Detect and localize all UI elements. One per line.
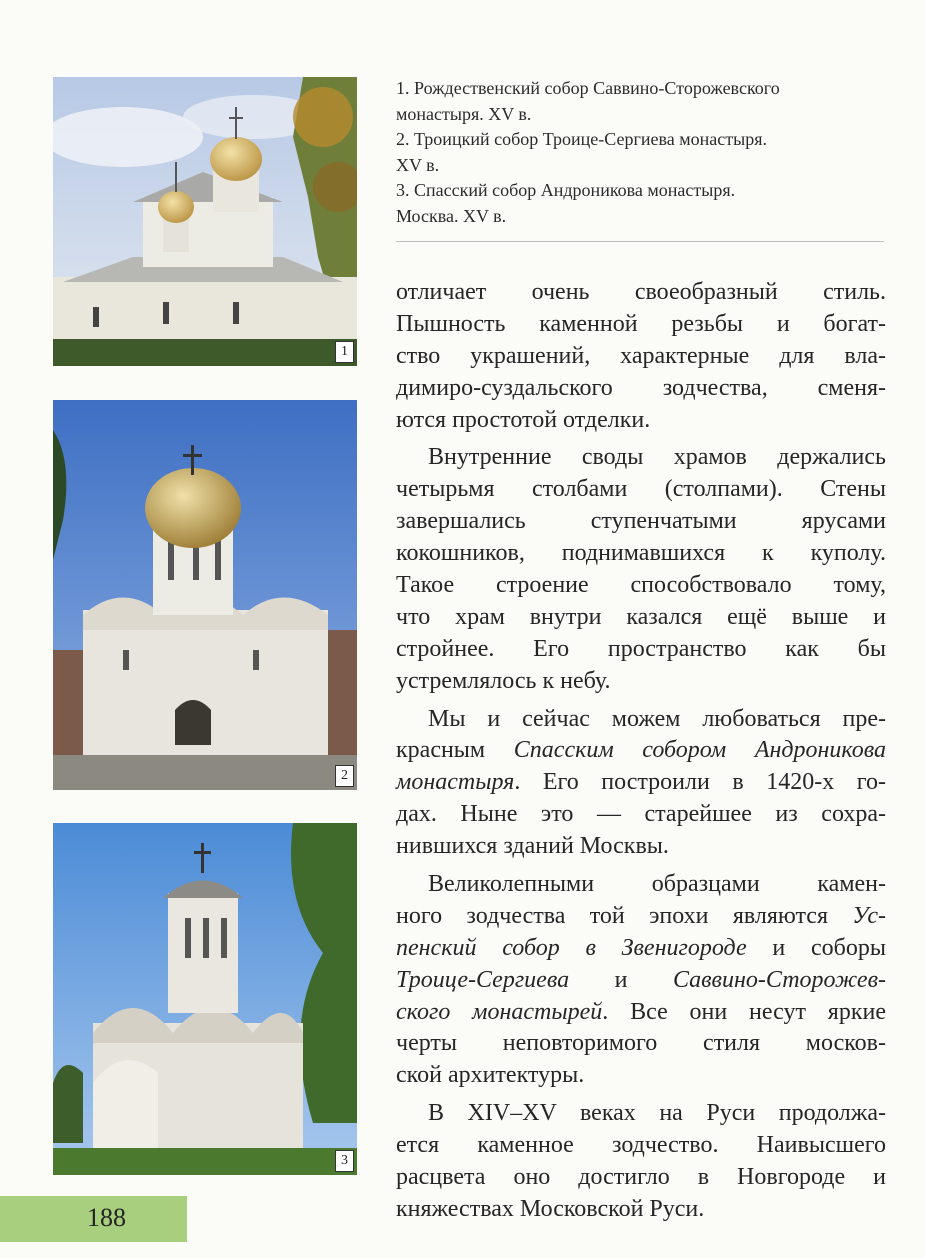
page-number: 188 (87, 1203, 126, 1232)
text-line: княжествах Московской Руси. (396, 1195, 705, 1222)
text-line (396, 997, 886, 1029)
photo-cathedral-1 (53, 77, 357, 366)
photo-captions (396, 76, 896, 229)
italic-term: Спасским собором Андроникова (513, 737, 887, 764)
text-line: Пышность каменной резьбы и богат- (396, 310, 886, 337)
caption-3-line-2: Москва. XV в. (396, 205, 507, 226)
text-line: ются простотой отделки. (396, 406, 651, 433)
text-line: устремлялось к небу. (396, 667, 611, 694)
paragraph-3 (396, 704, 886, 863)
text-run: красным (396, 737, 514, 764)
main-text (396, 277, 886, 1226)
italic-term: пенский собор в Звенигороде (396, 934, 747, 961)
paragraph-5 (396, 1098, 886, 1226)
paragraph-1 (396, 277, 886, 436)
caption-1-line-1: 1. Рождественский собор Саввино-Сторожевского (396, 78, 780, 98)
text-run: и соборы (746, 934, 886, 961)
text-run: . Его построили в 1420-х го- (514, 769, 886, 796)
caption-3-line-1: 3. Спасский собор Андроникова монастыря. (396, 180, 736, 200)
text-line: стройнее. Его пространство как бы (396, 635, 886, 662)
photo-cathedral-2 (53, 400, 357, 790)
paragraph-2 (396, 442, 886, 697)
text-line (396, 965, 886, 997)
text-line: четырьмя столбами (столпами). Стены (396, 476, 886, 503)
text-line: нившихся зданий Москвы. (396, 833, 669, 860)
photo-badge: 2 (335, 765, 354, 787)
paragraph-4 (396, 869, 886, 1092)
italic-term: монастыря (396, 769, 515, 796)
caption-divider (396, 241, 884, 242)
text-run: и (569, 966, 673, 993)
text-line: черты неповторимого стиля москов- (396, 1030, 886, 1057)
text-run: ного зодчества той эпохи являются (396, 902, 853, 929)
italic-term: ского монастырей (396, 998, 603, 1025)
text-line: Великолепными образцами камен- (428, 871, 886, 898)
text-line: ство украшений, характерные для вла- (396, 342, 886, 369)
italic-term: Троице-Сергиева (396, 966, 570, 993)
italic-term: Ус- (852, 902, 886, 929)
text-line: кокошников, поднимавшихся к куполу. (396, 540, 886, 567)
text-line: димиро-суздальского зодчества, сменя- (396, 374, 886, 401)
text-run: . Все они несут яркие (602, 998, 886, 1025)
text-line (396, 735, 886, 767)
text-line (396, 933, 886, 965)
caption-2-line-1: 2. Троицкий собор Троице-Сергиева монастыря. (396, 129, 768, 149)
text-line: ской архитектуры. (396, 1062, 585, 1089)
text-line: В XIV–XV веках на Руси продолжа- (428, 1100, 886, 1127)
text-line (396, 901, 886, 933)
text-line: Мы и сейчас можем любоваться пре- (428, 705, 886, 732)
text-line: расцвета оно достигло в Новгороде и (396, 1164, 886, 1191)
text-line: завершались ступенчатыми ярусами (396, 508, 886, 535)
caption-1-line-2: монастыря. XV в. (396, 103, 532, 124)
text-line: что храм внутри казался ещё выше и (396, 603, 886, 630)
text-line (396, 767, 886, 799)
text-line: дах. Ныне это — старейшее из сохра- (396, 801, 886, 828)
photo-badge: 1 (335, 341, 354, 363)
text-line: Такое строение способствовало тому, (396, 572, 886, 599)
text-line: ется каменное зодчество. Наивысшего (396, 1132, 886, 1159)
italic-term: Саввино-Сторожев- (672, 966, 886, 993)
caption-2-line-2: XV в. (396, 154, 440, 175)
photo-badge: 3 (335, 1150, 354, 1172)
text-line: отличает очень своеобразный стиль. (396, 279, 886, 305)
text-line: Внутренние своды храмов держались (428, 444, 886, 471)
photo-cathedral-3 (53, 823, 357, 1175)
